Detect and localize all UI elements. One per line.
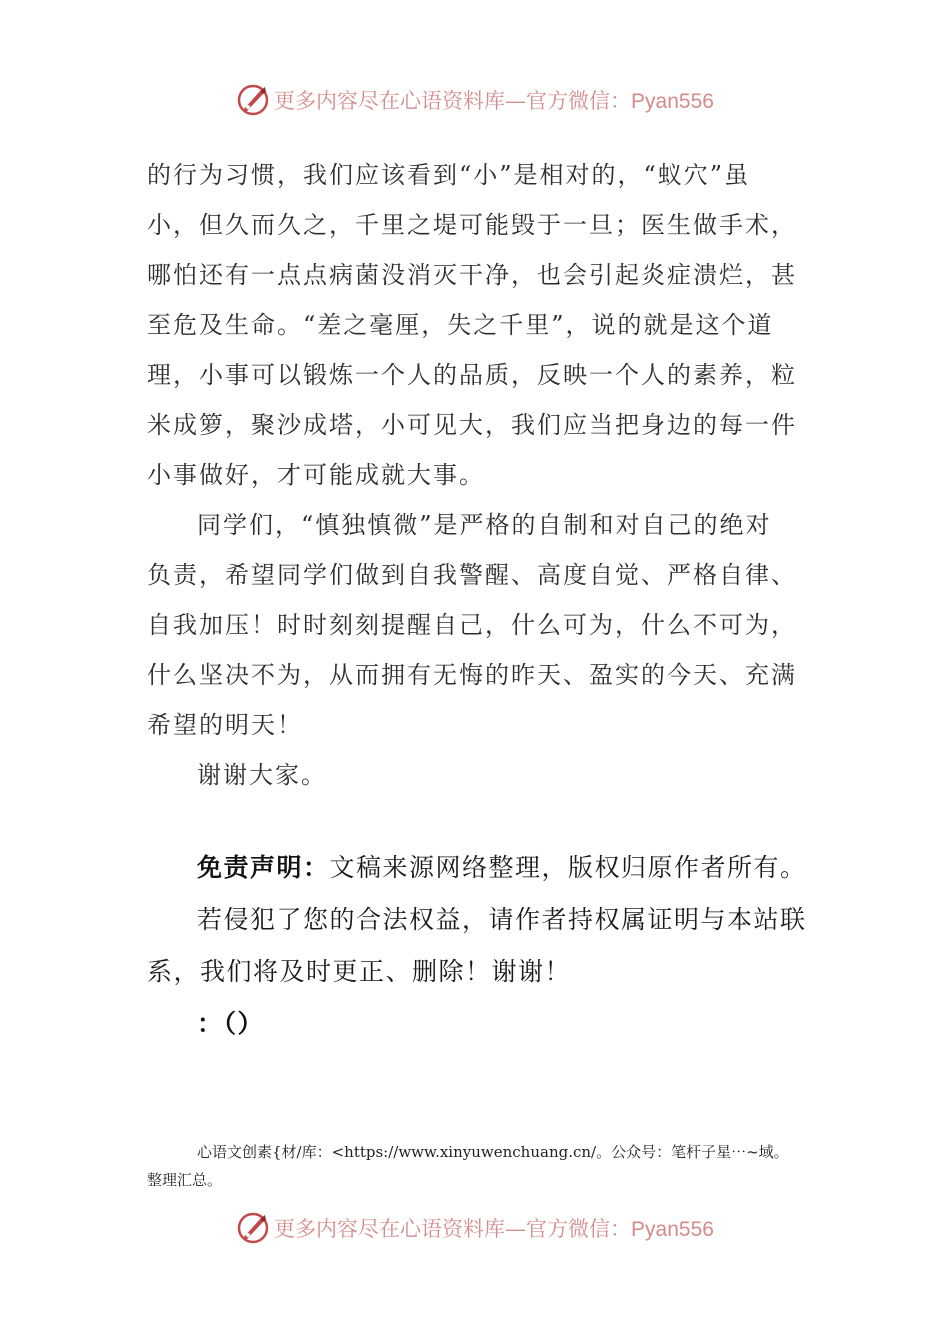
body-line: 小，但久而久之，千里之堤可能毁于一旦；医生做手术， — [147, 211, 797, 239]
body-line: 至危及生命。“差之毫厘，失之千里”，说的就是这个道 — [147, 311, 774, 339]
banner-wechat-id: Pyan556 — [631, 1218, 714, 1241]
body-line: 希望的明天！ — [147, 711, 303, 739]
disclaimer-line: 系，我们将及时更正、删除！谢谢！ — [147, 957, 572, 986]
footer-banner — [0, 1208, 950, 1248]
document-body — [147, 150, 797, 800]
footnote-line: 整理汇总。 — [147, 1171, 223, 1189]
disclaimer-empty-field: ：（） — [197, 1009, 265, 1038]
body-line: 的行为习惯，我们应该看到“小”是相对的，“蚁穴”虽 — [147, 161, 751, 189]
body-line: 谢谢大家。 — [197, 761, 327, 789]
banner-text-cn: 更多内容尽在心语资料库—官方微信： — [274, 1217, 632, 1241]
footnote — [147, 1138, 827, 1194]
body-line: 米成箩，聚沙成塔，小可见大，我们应当把身边的每一件 — [147, 411, 797, 439]
body-line: 自我加压！时时刻刻提醒自己，什么可为，什么不可为， — [147, 611, 797, 639]
banner-wechat-id: Pyan556 — [631, 90, 714, 113]
disclaimer-text: 文稿来源网络整理，版权归原作者所有。 — [329, 853, 807, 882]
disclaimer-line: 若侵犯了您的合法权益，请作者持权属证明与本站联 — [197, 905, 807, 934]
body-line: 理，小事可以锻炼一个人的品质，反映一个人的素养，粒 — [147, 361, 797, 389]
quill-pen-icon — [236, 83, 270, 117]
disclaimer-lead: 免责声明： — [197, 853, 330, 882]
quill-pen-icon — [236, 1211, 270, 1245]
body-line: 负责，希望同学们做到自我警醒、高度自觉、严格自律、 — [147, 561, 797, 589]
body-line: 哪怕还有一点点病菌没消灭干净，也会引起炎症溃烂，甚 — [147, 261, 797, 289]
body-line: 什么坚决不为，从而拥有无悔的昨天、盈实的今天、充满 — [147, 661, 797, 689]
disclaimer — [147, 842, 827, 1050]
disclaimer-line — [147, 842, 827, 894]
header-banner — [0, 80, 950, 120]
body-line: 同学们，“慎独慎微”是严格的自制和对自己的绝对 — [197, 511, 772, 539]
banner-text-cn: 更多内容尽在心语资料库—官方微信： — [274, 89, 632, 113]
footnote-line: 心语文创素{材/库：<https://www.xinyuwenchuang.cn/。公众号：笔杆子星⋯~域。 — [197, 1143, 789, 1161]
body-line: 小事做好，才可能成就大事。 — [147, 461, 485, 489]
